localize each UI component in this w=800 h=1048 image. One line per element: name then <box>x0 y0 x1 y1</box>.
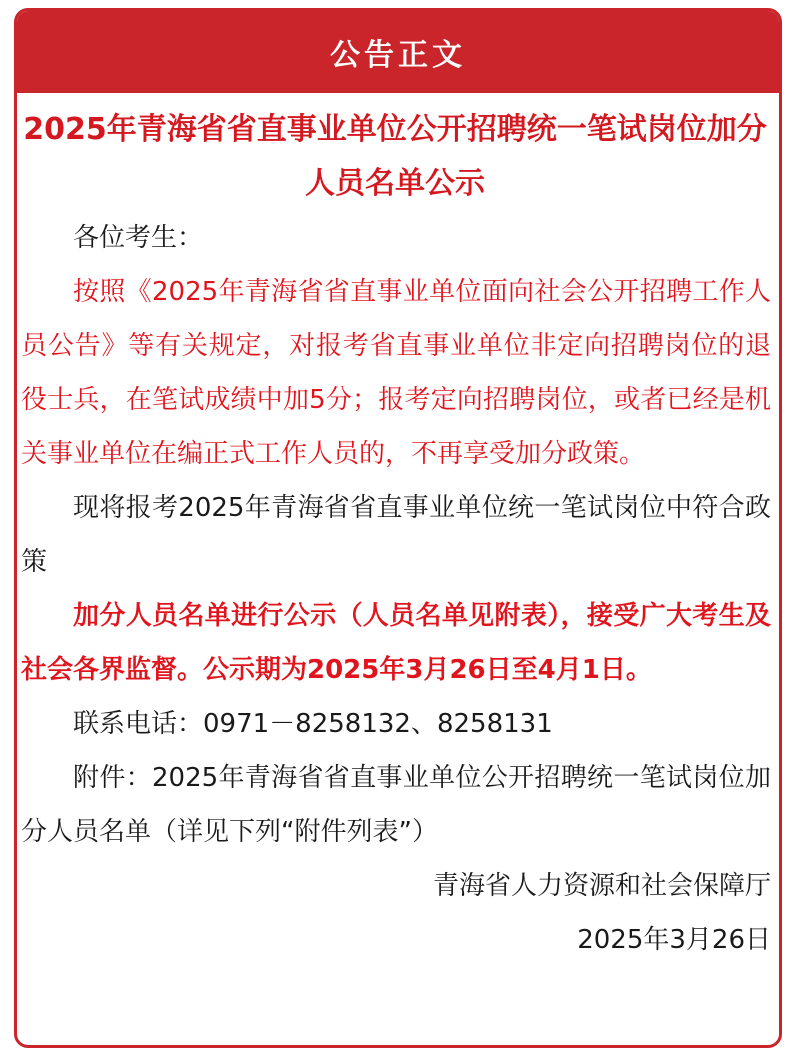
announcement-body <box>17 211 779 967</box>
public-notice-paragraph: 加分人员名单进行公示（人员名单见附表），接受广大考生及社会各界监督。公示期为2025年3月26日至4月1日。 <box>21 601 771 685</box>
policy-paragraph: 按照《2025年青海省省直事业单位面向社会公开招聘工作人员公告》等有关规定，对报考省直事业单位非定向招聘岗位的退役士兵，在笔试成绩中加5分；报考定向招聘岗位，或者已经是机关事业单位在编正式工作人员的，不再享受加分政策。 <box>21 277 771 469</box>
salutation: 各位考生： <box>73 223 204 253</box>
announcement-headline: 2025年青海省省直事业单位公开招聘统一笔试岗位加分人员名单公示 <box>23 112 767 201</box>
intro-paragraph: 现将报考2025年青海省省直事业单位统一笔试岗位中符合政策 <box>21 493 771 577</box>
contact-phone: 联系电话：0971－8258132、8258131 <box>73 709 553 739</box>
announcement-banner <box>17 11 779 93</box>
banner-title: 公告正文 <box>330 38 466 73</box>
announcement-card <box>14 8 782 1048</box>
attachment-note: 附件：2025年青海省省直事业单位公开招聘统一笔试岗位加分人员名单（详见下列“附件列表”） <box>21 763 771 847</box>
signature-org: 青海省人力资源和社会保障厅 <box>432 871 771 901</box>
signature-date: 2025年3月26日 <box>577 925 771 955</box>
